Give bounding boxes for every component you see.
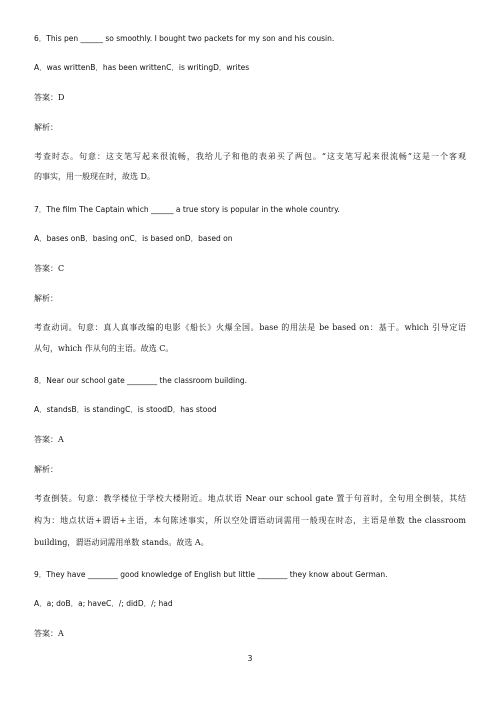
question-8-analysis-line-1: 考查倒装。句意：教学楼位于学校大楼附近。地点状语 Near our school gate 置于句首时，全句用全倒装，其结 xyxy=(34,494,466,503)
question-7-options: A．bases onB．basing onC．is based onD．based on xyxy=(34,234,233,243)
question-6-analysis-label: 解析： xyxy=(34,123,58,132)
question-8-analysis-label: 解析： xyxy=(34,465,58,474)
question-6-stem: 6．This pen ______ so smoothly. I bought two packets for my son and his cousin. xyxy=(34,34,335,43)
question-6-answer: 答案：D xyxy=(34,93,65,102)
question-7-analysis-line-2: 从句，which 作从句的主语。故选 C。 xyxy=(34,344,174,353)
question-7-analysis-label: 解析： xyxy=(34,294,58,303)
question-6-options: A．was writtenB．has been writtenC．is writingD．writes xyxy=(34,63,250,72)
question-9-options: A．a; doB．a; haveC．/; didD．/; had xyxy=(34,599,173,608)
question-9-answer: 答案：A xyxy=(34,629,64,638)
question-9-stem: 9．They have ________ good knowledge of English but little ________ they know about German. xyxy=(34,570,388,579)
question-8-analysis-line-2: 构为：地点状语+谓语+主语，本句陈述事实，所以空处谓语动词需用一般现在时态，主语是单数 the classroom xyxy=(34,516,466,525)
question-6-analysis-line-1: 考查时态。句意：这支笔写起来很流畅，我给儿子和他的表弟买了两包。“这支笔写起来很流畅”这是一个客观 xyxy=(34,152,466,161)
page-number: 3 xyxy=(247,654,253,663)
question-7-analysis-line-1: 考查动词。句意：真人真事改编的电影《船长》火爆全国。base 的用法是 be based on：基于。which 引导定语 xyxy=(34,323,466,332)
question-8-answer: 答案：A xyxy=(34,435,64,444)
question-8-options: A．standsB．is standingC．is stoodD．has stood xyxy=(34,405,217,414)
question-6-analysis-line-2: 的事实，用一般现在时，故选 D。 xyxy=(34,172,155,181)
question-7-answer: 答案：C xyxy=(34,264,65,273)
question-8-stem: 8．Near our school gate ________ the classroom building. xyxy=(34,376,247,385)
question-7-stem: 7．The film The Captain which ______ a true story is popular in the whole country. xyxy=(34,205,340,214)
question-8-analysis-line-3: building，谓语动词需用单数 stands。故选 A。 xyxy=(34,538,209,547)
